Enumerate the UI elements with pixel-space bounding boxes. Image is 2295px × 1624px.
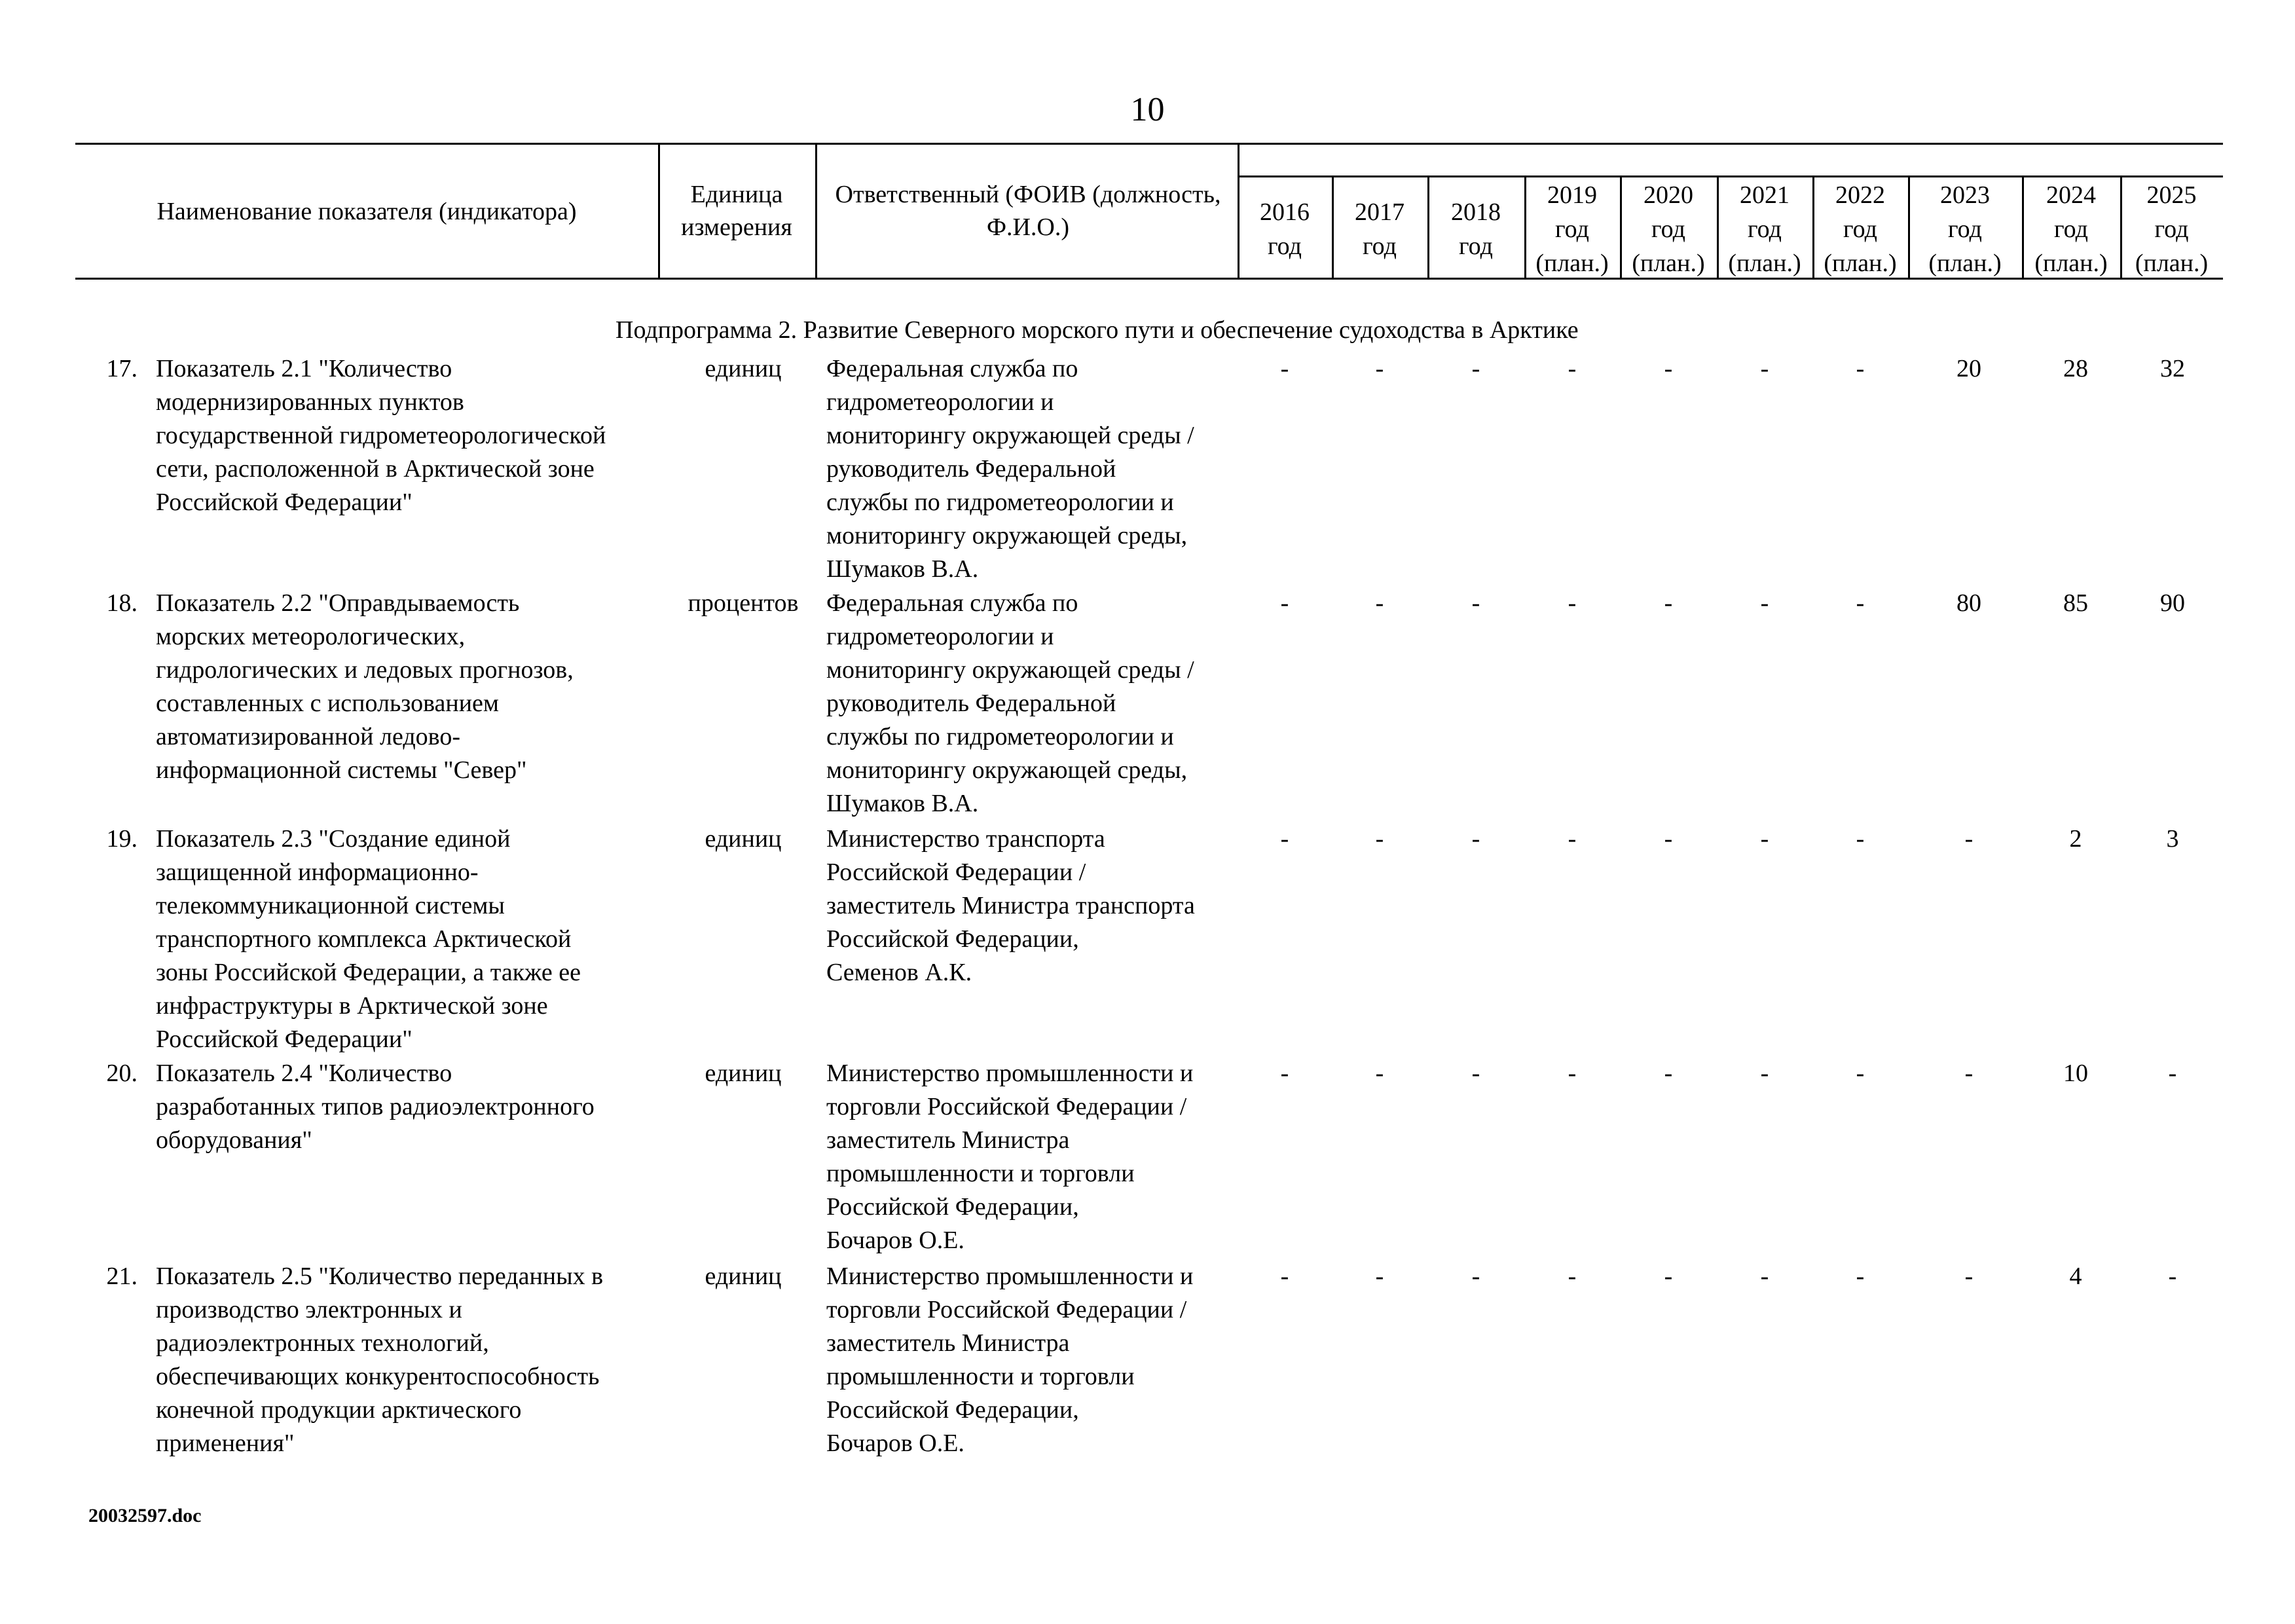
- year-header-plan: (план.): [1928, 249, 2002, 277]
- value-2020: -: [1664, 825, 1673, 853]
- row-number: 19.: [106, 825, 138, 853]
- value-2017: -: [1375, 825, 1384, 853]
- year-header-2017: [1332, 195, 1427, 263]
- indicator-name-line: гидрологических и ледовых прогнозов,: [156, 656, 574, 684]
- responsible-line: Министерство транспорта: [826, 825, 1105, 853]
- indicator-name-line: Показатель 2.2 "Оправдываемость: [156, 589, 520, 617]
- indicator-name: [156, 1260, 667, 1460]
- value-2025: 32: [2160, 355, 2185, 382]
- year-header-year: 2021: [1740, 181, 1790, 209]
- indicator-name-line: радиоэлектронных технологий,: [156, 1329, 489, 1357]
- year-header-plan: (план.): [1824, 249, 1897, 277]
- year-header-god: год: [2054, 215, 2088, 243]
- indicator-name-line: оборудования": [156, 1126, 312, 1154]
- year-header-god: год: [1555, 215, 1589, 243]
- value-2019: -: [1568, 825, 1577, 853]
- header-name: Наименование показателя (индикатора): [156, 198, 577, 225]
- indicator-name-line: морских метеорологических,: [156, 623, 466, 650]
- year-header-year: 2019: [1547, 181, 1597, 209]
- unit: процентов: [688, 589, 799, 617]
- responsible-line: Семенов А.К.: [826, 959, 972, 986]
- responsible-line: заместитель Министра: [826, 1329, 1070, 1357]
- value-2024: 4: [2069, 1263, 2082, 1290]
- responsible-line: Российской Федерации,: [826, 925, 1079, 953]
- indicator-name-line: сети, расположенной в Арктической зоне: [156, 455, 595, 483]
- indicator-name-line: телекоммуникационной системы: [156, 892, 505, 919]
- indicator-name-line: разработанных типов радиоэлектронного: [156, 1093, 595, 1120]
- responsible-line: гидрометеорологии и: [826, 388, 1054, 416]
- unit: единиц: [705, 1060, 782, 1087]
- value-2023: -: [1964, 1060, 1974, 1087]
- responsible-line: Российской Федерации,: [826, 1193, 1079, 1221]
- value-2023: 80: [1956, 589, 1981, 617]
- row-number: 20.: [106, 1060, 138, 1087]
- row-number: 21.: [106, 1263, 138, 1290]
- indicator-name-line: применения": [156, 1430, 295, 1457]
- value-2016: -: [1280, 1060, 1289, 1087]
- value-2019: -: [1568, 1263, 1577, 1290]
- value-2017: -: [1375, 1060, 1384, 1087]
- value-2017: -: [1375, 1263, 1384, 1290]
- responsible: [826, 587, 1245, 821]
- row-number: 17.: [106, 355, 138, 382]
- value-2020: -: [1664, 589, 1673, 617]
- subprogram-title: Подпрограмма 2. Развитие Северного морского пути и обеспечение судоходства в Арктике: [615, 316, 1579, 344]
- header-top-rule: [75, 143, 2223, 145]
- year-header-2019: [1524, 178, 1620, 280]
- value-2017: -: [1375, 589, 1384, 617]
- indicator-name-line: производство электронных и: [156, 1296, 462, 1323]
- year-header-2021: [1717, 178, 1812, 280]
- indicator-name-line: Показатель 2.1 "Количество: [156, 355, 452, 382]
- responsible-line: промышленности и торговли: [826, 1160, 1135, 1187]
- year-header-god: год: [1651, 215, 1685, 243]
- responsible-line: торговли Российской Федерации /: [826, 1093, 1187, 1120]
- responsible-line: заместитель Министра: [826, 1126, 1070, 1154]
- value-2022: -: [1856, 825, 1865, 853]
- unit: единиц: [705, 1263, 782, 1290]
- responsible-line: заместитель Министра транспорта: [826, 892, 1195, 919]
- value-2021: -: [1760, 355, 1769, 382]
- responsible-line: Федеральная служба по: [826, 355, 1078, 382]
- year-header-god: год: [1363, 232, 1397, 260]
- responsible-line: Министерство промышленности и: [826, 1263, 1194, 1290]
- year-header-year: 2024: [2046, 181, 2096, 209]
- value-2020: -: [1664, 355, 1673, 382]
- unit: единиц: [705, 355, 782, 382]
- indicator-name-line: составленных с использованием: [156, 690, 499, 717]
- indicator-name-line: Показатель 2.5 "Количество переданных в: [156, 1263, 604, 1290]
- year-header-plan: (план.): [1728, 249, 1801, 277]
- year-header-plan: (план.): [1632, 249, 1705, 277]
- indicator-name-line: конечной продукции арктического: [156, 1396, 522, 1424]
- indicator-name-line: транспортного комплекса Арктической: [156, 925, 572, 953]
- value-2019: -: [1568, 355, 1577, 382]
- responsible-line: Бочаров О.Е.: [826, 1430, 964, 1457]
- value-2021: -: [1760, 825, 1769, 853]
- indicator-name-line: защищенной информационно-: [156, 858, 479, 886]
- unit: единиц: [705, 825, 782, 853]
- indicator-name: [156, 352, 667, 519]
- year-header-plan: (план.): [1535, 249, 1609, 277]
- responsible-line: руководитель Федеральной: [826, 690, 1116, 717]
- year-header-year: 2017: [1355, 198, 1405, 226]
- year-header-year: 2025: [2146, 181, 2197, 209]
- indicator-name-line: Российской Федерации": [156, 489, 413, 516]
- value-2024: 28: [2063, 355, 2088, 382]
- responsible-line: мониторингу окружающей среды /: [826, 422, 1194, 449]
- value-2021: -: [1760, 1060, 1769, 1087]
- year-header-god: год: [1948, 215, 1982, 243]
- value-2019: -: [1568, 1060, 1577, 1087]
- responsible-line: службы по гидрометеорологии и: [826, 489, 1174, 516]
- year-header-year: 2018: [1451, 198, 1501, 226]
- year-header-plan: (план.): [2034, 249, 2108, 277]
- years-group-rule: [1238, 175, 2223, 177]
- indicator-name-line: автоматизированной ледово-: [156, 723, 461, 750]
- year-header-2018: [1427, 195, 1524, 263]
- row-number: 18.: [106, 589, 138, 617]
- value-2022: -: [1856, 1263, 1865, 1290]
- responsible-line: мониторингу окружающей среды,: [826, 756, 1188, 784]
- responsible-line: гидрометеорологии и: [826, 623, 1054, 650]
- value-2018: -: [1471, 589, 1480, 617]
- value-2022: -: [1856, 1060, 1865, 1087]
- responsible-line: мониторингу окружающей среды,: [826, 522, 1188, 549]
- responsible: [826, 1260, 1245, 1460]
- value-2022: -: [1856, 589, 1865, 617]
- value-2021: -: [1760, 589, 1769, 617]
- value-2025: 3: [2166, 825, 2179, 853]
- footer-doc-id: 20032597.doc: [88, 1505, 202, 1526]
- indicator-name-line: модернизированных пунктов: [156, 388, 464, 416]
- indicator-name: [156, 1057, 667, 1157]
- year-header-year: 2022: [1835, 181, 1885, 209]
- indicator-name-line: обеспечивающих конкурентоспособность: [156, 1363, 600, 1390]
- value-2018: -: [1471, 825, 1480, 853]
- year-header-god: год: [1268, 232, 1302, 260]
- indicator-name-line: Российской Федерации": [156, 1025, 413, 1053]
- year-header-2024: [2022, 178, 2120, 280]
- indicator-name-line: государственной гидрометеорологической: [156, 422, 606, 449]
- responsible-line: промышленности и торговли: [826, 1363, 1135, 1390]
- year-header-2016: [1238, 195, 1332, 263]
- value-2025: -: [2168, 1060, 2177, 1087]
- year-header-2022: [1812, 178, 1908, 280]
- responsible-line: руководитель Федеральной: [826, 455, 1116, 483]
- year-header-year: 2020: [1643, 181, 1693, 209]
- value-2016: -: [1280, 1263, 1289, 1290]
- year-header-2025: [2120, 178, 2223, 280]
- year-header-god: год: [1748, 215, 1782, 243]
- indicator-name-line: зоны Российской Федерации, а также ее: [156, 959, 581, 986]
- value-2022: -: [1856, 355, 1865, 382]
- value-2024: 10: [2063, 1060, 2088, 1087]
- value-2020: -: [1664, 1263, 1673, 1290]
- value-2018: -: [1471, 1060, 1480, 1087]
- indicator-name: [156, 587, 667, 787]
- value-2025: 90: [2160, 589, 2185, 617]
- year-header-year: 2023: [1940, 181, 1990, 209]
- responsible-line: Федеральная служба по: [826, 589, 1078, 617]
- value-2021: -: [1760, 1263, 1769, 1290]
- value-2024: 2: [2069, 825, 2082, 853]
- responsible: [826, 822, 1245, 989]
- responsible-line: Российской Федерации /: [826, 858, 1086, 886]
- value-2025: -: [2168, 1263, 2177, 1290]
- responsible-line: Российской Федерации,: [826, 1396, 1079, 1424]
- value-2016: -: [1280, 825, 1289, 853]
- responsible-line: мониторингу окружающей среды /: [826, 656, 1194, 684]
- indicator-name: [156, 822, 667, 1056]
- year-header-plan: (план.): [2135, 249, 2209, 277]
- responsible-line: службы по гидрометеорологии и: [826, 723, 1174, 750]
- year-header-2020: [1620, 178, 1717, 280]
- year-header-god: год: [1459, 232, 1493, 260]
- indicator-name-line: Показатель 2.4 "Количество: [156, 1060, 452, 1087]
- divider: [815, 143, 817, 278]
- header-responsible: Ответственный (ФОИВ (должность, Ф.И.О.): [835, 181, 1221, 241]
- value-2024: 85: [2063, 589, 2088, 617]
- responsible-line: Министерство промышленности и: [826, 1060, 1194, 1087]
- value-2023: 20: [1956, 355, 1981, 382]
- responsible-line: торговли Российской Федерации /: [826, 1296, 1187, 1323]
- year-header-2023: [1908, 178, 2022, 280]
- page-number: 10: [1130, 91, 1165, 128]
- value-2017: -: [1375, 355, 1384, 382]
- year-header-god: год: [2154, 215, 2189, 243]
- indicator-name-line: Показатель 2.3 "Создание единой: [156, 825, 511, 853]
- value-2018: -: [1471, 1263, 1480, 1290]
- value-2023: -: [1964, 825, 1974, 853]
- responsible: [826, 352, 1245, 586]
- responsible-line: Бочаров О.Е.: [826, 1227, 964, 1254]
- value-2016: -: [1280, 589, 1289, 617]
- divider: [658, 143, 660, 278]
- year-header-god: год: [1843, 215, 1877, 243]
- header-unit: Единица измерения: [681, 181, 792, 241]
- responsible: [826, 1057, 1245, 1257]
- indicator-name-line: информационной системы "Север": [156, 756, 527, 784]
- year-header-year: 2016: [1260, 198, 1310, 226]
- indicator-name-line: инфраструктуры в Арктической зоне: [156, 992, 548, 1020]
- responsible-line: Шумаков В.А.: [826, 555, 979, 583]
- responsible-line: Шумаков В.А.: [826, 790, 979, 817]
- value-2016: -: [1280, 355, 1289, 382]
- value-2019: -: [1568, 589, 1577, 617]
- value-2023: -: [1964, 1263, 1974, 1290]
- value-2018: -: [1471, 355, 1480, 382]
- value-2020: -: [1664, 1060, 1673, 1087]
